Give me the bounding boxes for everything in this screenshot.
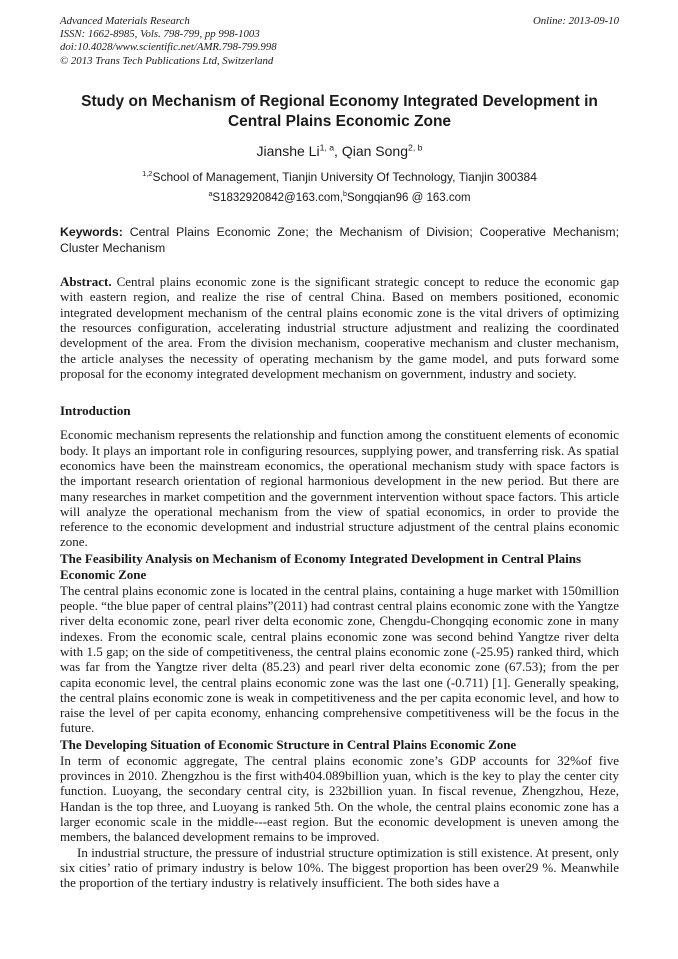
author-1-name: Jianshe Li [256, 142, 320, 159]
online-date: Online: 2013-09-10 [532, 15, 619, 27]
section-paragraph-developing-situation-2: In industrial structure, the pressure of industrial structure optimization is still existence. At present, only six cities’ ratio of primary industry is below 10%. The biggest proportion has been over29 %. Meanwhile the proportion of the tertiary industry is relatively insufficient. The both sides have a [60, 844, 619, 891]
doi-line: doi:10.4028/www.scientific.net/AMR.798-799.998 [60, 41, 277, 54]
section-paragraph-developing-situation-1: In term of economic aggregate, The central plains economic zone’s GDP accounts for 32%of five provinces in 2010. Zhengzhou is the first with404.089billion yuan, which is the key to play the center city function. Luoyang, the secondary central city, is 232billion yuan. In fiscal revenue, Zhengzhou, Heze, Handan is the top three, and Luoyang is ranked 5th. On the whole, the central plains economic zone has a larger economic scale in the middle---east region. But the economic development is uneven among the members, the balanced development remains to be improved. [60, 752, 619, 845]
abstract-label: Abstract. [60, 274, 112, 290]
abstract-text: Central plains economic zone is the significant strategic concept to reduce the economic gap with eastern region, and realize the rise of central China. Based on members positioned, economic integrated development mechanism of the central plains economic zone is the vital drivers of optimizing the resources configuration, accelerating industrial structure adjustment and realizing the coordinated development of the area. From the division mechanism, cooperative mechanism and cluster mechanism, the article analyses the necessity of operating mechanism by the game model, and puts forward some proposal for the economy integrated development mechanism on government, industry and society. [60, 274, 620, 381]
email-b-superscript: b [343, 189, 347, 198]
email-a: S1832920842@163.com, [212, 191, 344, 204]
affiliation-superscript: 1,2 [142, 168, 153, 178]
section-paragraph-feasibility-analysis: The central plains economic zone is located in the central plains, containing a huge market with 150million people. “the blue paper of central plains”(2011) had contrast central plains economic zone with the Yangtze river delta economic zone, pearl river delta economic zone, Chengdu-Chongqing economic zone in many indexes. From the economic scale, central plains economic zone was second behind Yangtze river delta with 1.5 gap; on the side of competitiveness, the central plains economic zone (-25.95) ranked third, which was far from the Yangtze river delta (85.23) and pearl river delta economic zone (67.53); from the per capita economic level, the central plains economic zone was the last one (-0.711) [1]. Generally speaking, the central plains economic zone is weak in competitiveness and the per capita economic level, and how to raise the level of per capita economy, enhancing comprehensive competitiveness will be the focus in the future. [60, 582, 619, 736]
keywords-block [60, 224, 619, 256]
journal-name: Advanced Materials Research [60, 15, 190, 27]
abstract-block [60, 274, 619, 381]
section-paragraph-introduction: Economic mechanism represents the relationship and function among the constituent elements of economic body. It plays an important role in configuring resources, supplying power, and transferring risk. As spatial economics have been the mainstream economics, the operational mechanism study with space factors is the important research orientation of regional harmonious development in the new period. But there are many researches in market competition and the government intervention without space factors. This article will analyze the operational mechanism from the view of spatial economics, in order to provide the reference to the economic development and industrial structure adjustment of the central plains economic zone. [60, 427, 619, 550]
keywords-text: Central Plains Economic Zone; the Mechanism of Division; Cooperative Mechanism; Cluster Mechanism [60, 224, 619, 255]
publication-header [60, 15, 619, 68]
issn-line: ISSN: 1662-8985, Vols. 798-799, pp 998-1003 [60, 28, 260, 41]
section-heading-developing-situation: The Developing Situation of Economic Structure in Central Plains Economic Zone [60, 736, 517, 752]
section-heading-feasibility-analysis: The Feasibility Analysis on Mechanism of Economy Integrated Development in Central Plains Economic Zone [60, 550, 582, 582]
publication-info [60, 15, 277, 68]
author-1-superscript: 1, a [319, 141, 335, 152]
section-heading-introduction: Introduction [60, 403, 131, 419]
email-b: Songqian96 @ 163.com [346, 191, 471, 204]
affiliation-text: School of Management, Tianjin University Of Technology, Tianjin 300384 [152, 169, 537, 184]
paper-title: Study on Mechanism of Regional Economy Integrated Development in Central Plains Economic Zone [81, 92, 598, 131]
author-2-name: Qian Song [341, 142, 408, 159]
author-2-superscript: 2, b [408, 141, 423, 152]
copyright-line: © 2013 Trans Tech Publications Ltd, Switzerland [60, 54, 274, 67]
affiliation-line [60, 170, 619, 184]
emails-line [60, 189, 619, 204]
keywords-label: Keywords: [60, 224, 123, 239]
authors-line [60, 143, 619, 159]
author-separator: , [334, 142, 342, 159]
email-a-superscript: a [208, 189, 213, 198]
